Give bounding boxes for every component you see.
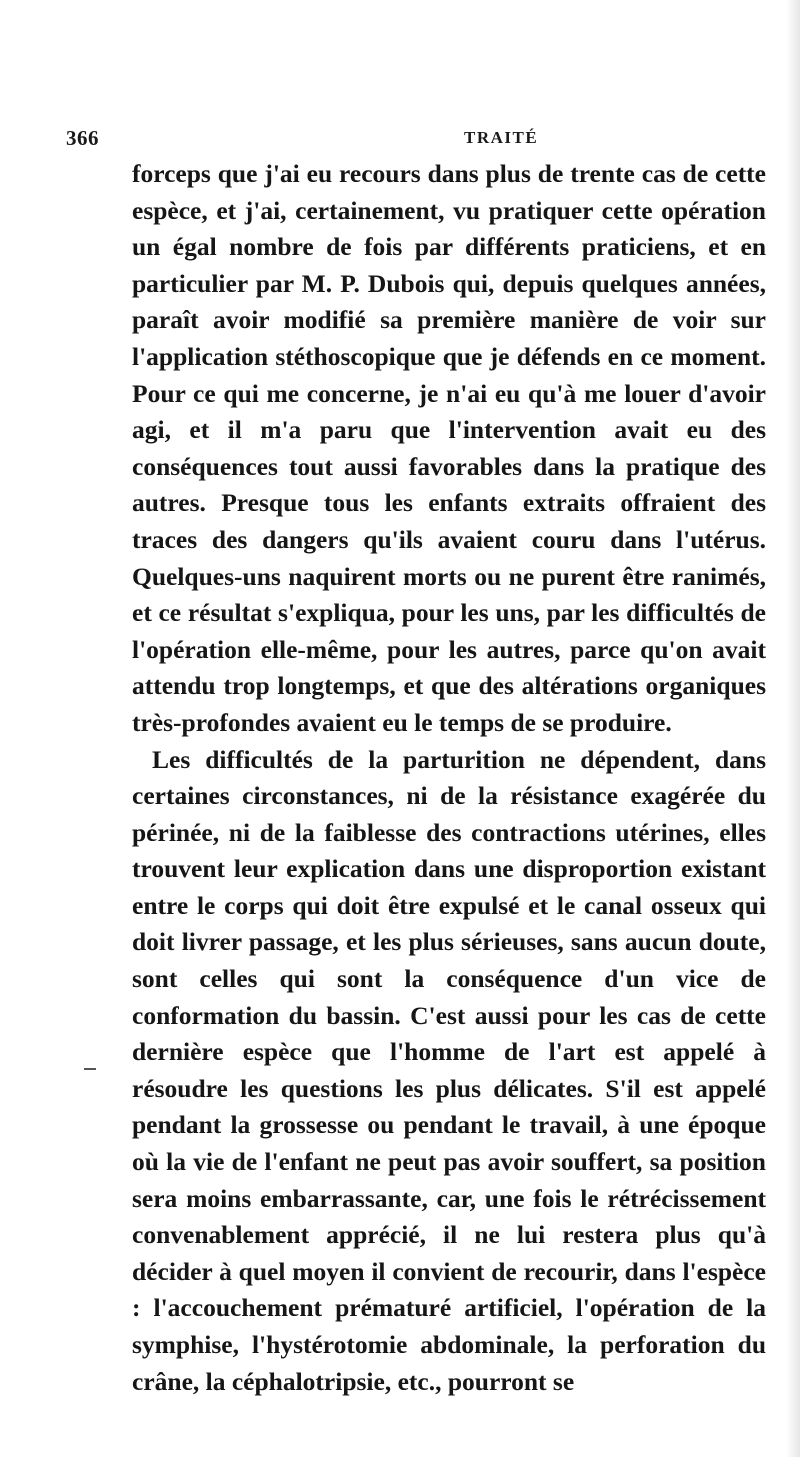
running-head: TRAITÉ: [464, 128, 539, 147]
page-header: [66, 124, 766, 156]
paragraph-continued: forceps que j'ai eu recours dans plus de trente cas de cette espèce, et j'ai, certainement, vu pratiquer cette opération un égal nombre de fois par différents praticiens, et en particulier par M. P. Dubois qui, depuis quelques années, paraît avoir modifié sa première manière de voir sur l'application stéthoscopique que je défends en ce moment. Pour ce qui me concerne, je n'ai eu qu'à me louer d'avoir agi, et il m'a paru que l'intervention avait eu des conséquences tout aussi favorables dans la pratique des autres. Presque tous les enfants extraits offraient des traces des dangers qu'ils avaient couru dans l'utérus. Quelques-uns naquirent morts ou ne purent être ranimés, et ce résultat s'expliqua, pour les uns, par les difficultés de l'opération elle-même, pour les autres, parce qu'on avait attendu trop longtemps, et que des altérations organiques très-profondes avaient eu le temps de se produire.: [132, 159, 766, 737]
page-edge-shadow: [786, 0, 800, 1457]
paragraph: Les difficultés de la parturition ne dépendent, dans certaines circonstances, ni de la résistance exagérée du périnée, ni de la faiblesse des contractions utérines, elles trouvent leur explication dans une disproportion existant entre le corps qui doit être expulsé et le canal osseux qui doit livrer passage, et les plus sérieuses, sans aucun doute, sont celles qui sont la conséquence d'un vice de conformation du bassin. C'est aussi pour les cas de cette dernière espèce que l'homme de l'art est appelé à résoudre les questions les plus délicates. S'il est appelé pendant la grossesse ou pendant le travail, à une époque où la vie de l'enfant ne peut pas avoir souffert, sa position sera moins embarrassante, car, une fois le rétrécissement convenablement apprécié, il ne lui restera plus qu'à décider à quel moyen il convient de recourir, dans l'espèce : l'accouchement prématuré artificiel, l'opération de la symphise, l'hystérotomie abdominale, la perforation du crâne, la céphalotripsie, etc., pourront se: [132, 744, 766, 1396]
body-text: [132, 156, 766, 1400]
margin-mark: [84, 1068, 96, 1070]
page-number: 366: [66, 126, 99, 150]
